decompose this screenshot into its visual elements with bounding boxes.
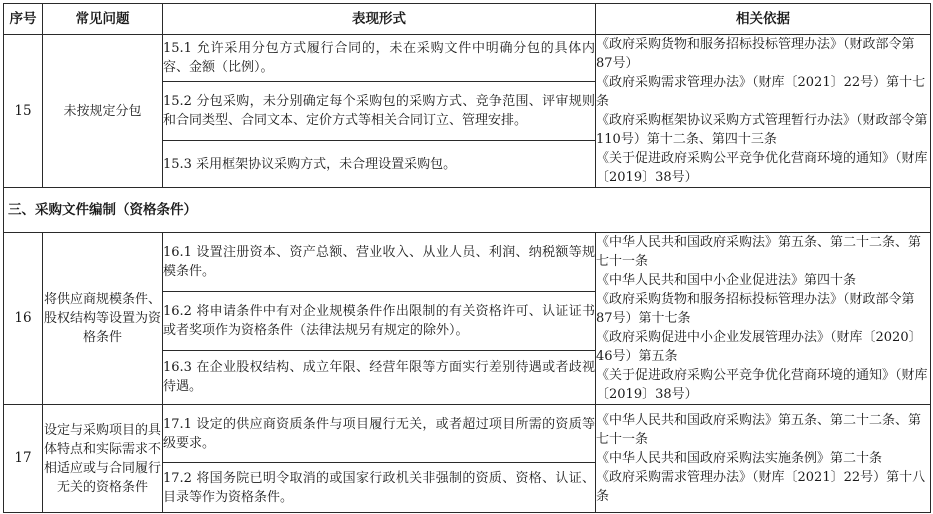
header-row [4, 4, 931, 35]
form-item: 17.2 将国务院已明令取消的或国家行政机关非强制的资质、资格、认证、目录等作为资格条件。 [163, 463, 596, 513]
row-issue: 设定与采购项目的具体特点和实际需求不相适应或与合同履行无关的资格条件 [43, 405, 163, 513]
basis-item: 《政府采购框架协议采购方式管理暂行办法》（财政部令第110号）第十二条、第四十三条 [596, 113, 928, 147]
form-item: 16.1 设置注册资本、资产总额、营业收入、从业人员、利润、纳税额等规模条件。 [163, 233, 596, 292]
row-index: 17 [4, 405, 43, 513]
row-index: 15 [4, 35, 43, 188]
basis-item: 《政府采购需求管理办法》（财库〔2021〕22号）第十八条 [596, 470, 926, 504]
issues-table [3, 3, 931, 513]
header-form: 表现形式 [163, 4, 596, 35]
table-row [4, 405, 931, 463]
section-title: 三、采购文件编制（资格条件） [4, 188, 931, 233]
header-basis: 相关依据 [596, 4, 931, 35]
row-issue: 未按规定分包 [43, 35, 163, 188]
basis-cell [596, 405, 931, 513]
basis-item: 《中华人民共和国政府采购法实施条例》第二十条 [596, 451, 883, 466]
basis-cell [596, 35, 931, 188]
basis-item: 《政府采购货物和服务招标投标管理办法》（财政部令第87号） [596, 37, 915, 71]
form-item: 15.1 允许采用分包方式履行合同的，未在采购文件中明确分包的具体内容、金额（比例）。 [163, 35, 596, 82]
section-row [4, 188, 931, 233]
table-row [4, 35, 931, 82]
table-row [4, 233, 931, 292]
basis-item: 《政府采购需求管理办法》（财库〔2021〕22号）第十七条 [596, 75, 926, 109]
header-index: 序号 [4, 4, 43, 35]
basis-item: 《关于促进政府采购公平竞争优化营商环境的通知》（财库〔2019〕38号） [596, 151, 928, 185]
basis-item: 《政府采购促进中小企业发展管理办法》（财库〔2020〕46号）第五条 [596, 330, 922, 364]
basis-item: 《关于促进政府采购公平竞争优化营商环境的通知》（财库〔2019〕38号） [596, 368, 928, 402]
form-item: 16.3 在企业股权结构、成立年限、经营年限等方面实行差别待遇或者歧视待遇。 [163, 350, 596, 404]
basis-item: 《中华人民共和国政府采购法》第五条、第二十二条、第七十一条 [596, 413, 922, 447]
basis-item: 《中华人民共和国政府采购法》第五条、第二十二条、第七十一条 [596, 235, 922, 269]
header-issue: 常见问题 [43, 4, 163, 35]
basis-cell [596, 233, 931, 405]
form-item: 15.3 采用框架协议采购方式，未合理设置采购包。 [163, 141, 596, 188]
basis-item: 《中华人民共和国中小企业促进法》第四十条 [596, 273, 857, 288]
basis-item: 《政府采购货物和服务招标投标管理办法》（财政部令第87号）第十七条 [596, 292, 915, 326]
form-item: 17.1 设定的供应商资质条件与项目履行无关，或者超过项目所需的资质等级要求。 [163, 405, 596, 463]
row-issue: 将供应商规模条件、股权结构等设置为资格条件 [43, 233, 163, 405]
form-item: 15.2 分包采购，未分别确定每个采购包的采购方式、竞争范围、评审规则和合同类型、合同文本、定价方式等相关合同订立、管理安排。 [163, 81, 596, 140]
form-item: 16.2 将申请条件中有对企业规模条件作出限制的有关资格许可、认证证书或者奖项作为资格条件（法律法规另有规定的除外）。 [163, 292, 596, 350]
row-index: 16 [4, 233, 43, 405]
